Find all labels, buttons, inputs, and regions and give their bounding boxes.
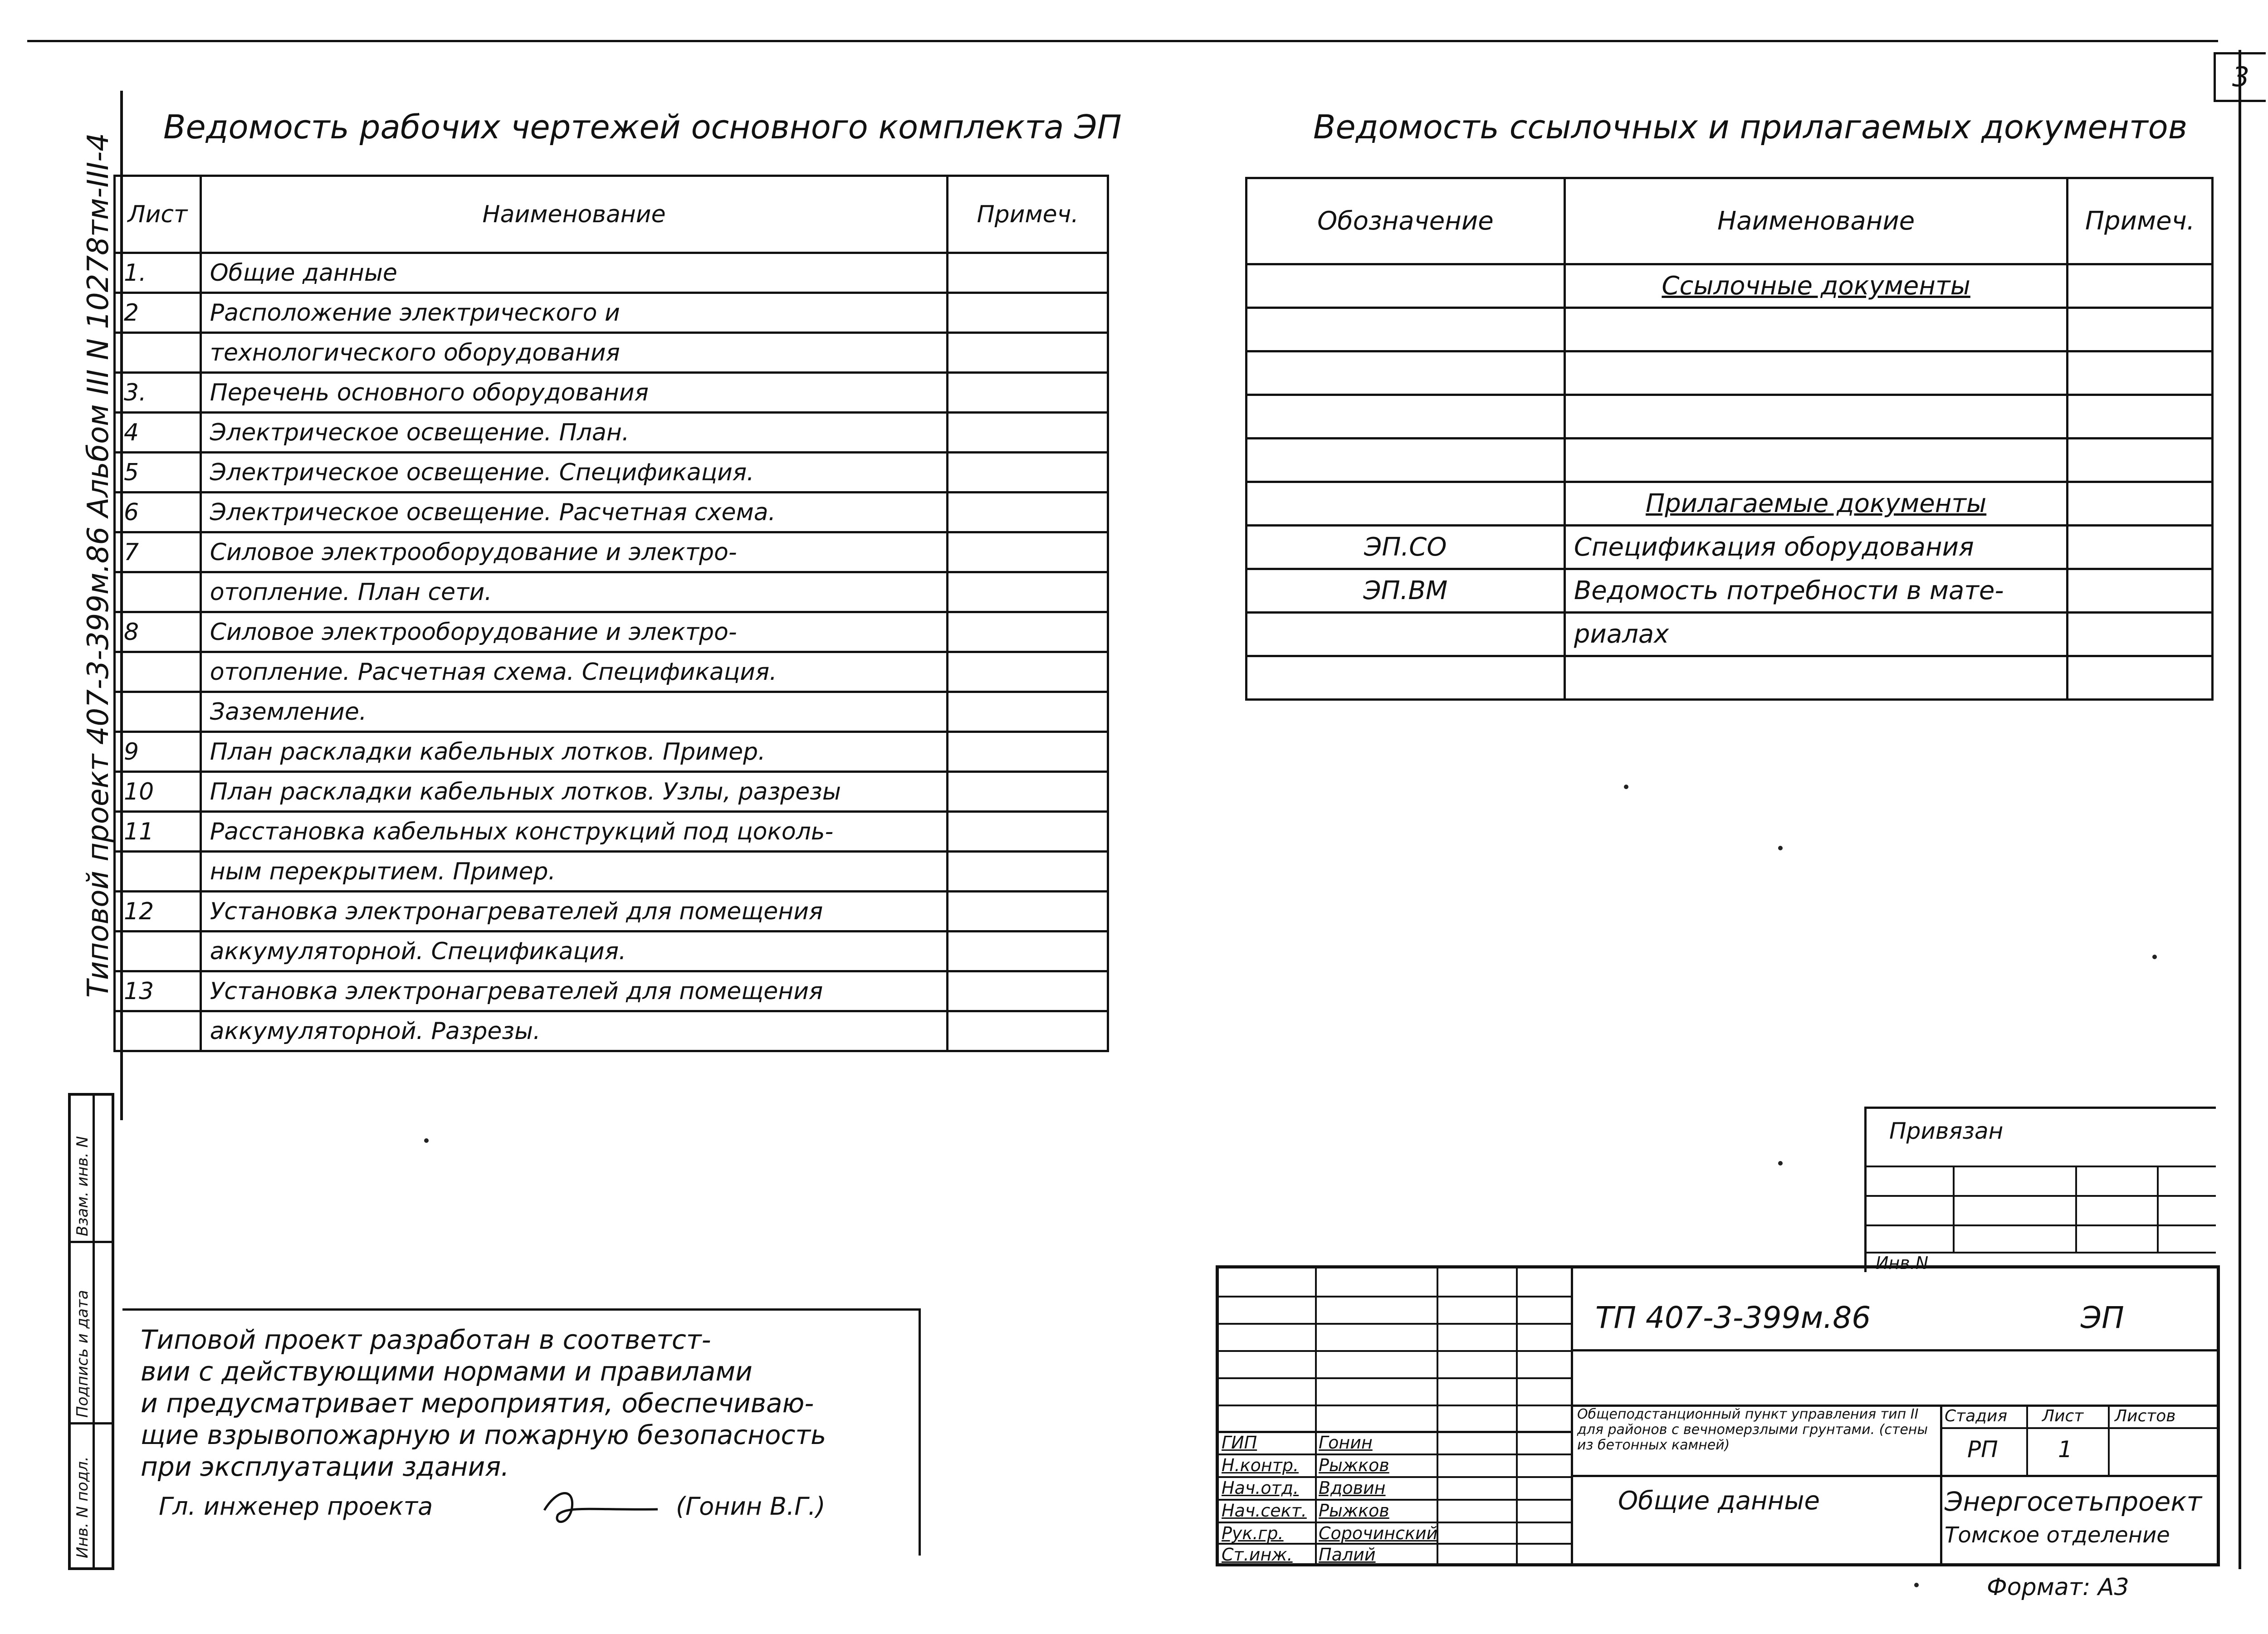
scan-speck [1624,785,1628,789]
cell-name: План раскладки кабельных лотков. Узлы, разрезы [200,772,948,812]
cell-name [1564,439,2068,482]
people-grid-row-2 [1219,1323,1573,1325]
cell-note [948,373,1108,413]
side-stamp-divider-1 [71,1241,112,1243]
people-grid-col-1 [1315,1268,1317,1563]
cell-note [2068,526,2213,569]
header-doc-name: Наименование [1564,178,2068,264]
cell-sheet [115,652,201,692]
header-designation: Обозначение [1246,178,1565,264]
people-grid-col-3 [1516,1268,1518,1563]
side-label: Типовой проект 407-3-399м.86 Альбом III N 10278тм-III-4 [82,133,115,998]
table-row [115,532,1108,572]
stamp-role: ГИП [1222,1433,1257,1453]
cell-name: Силовое электрооборудование и электро- [200,612,948,652]
table-row [115,612,1108,652]
cell-sheet: 7 [115,532,201,572]
left-sheet-title: Ведомость рабочих чертежей основного комплекта ЭП [163,108,1122,146]
cell-note [2068,264,2213,308]
stage-col-1 [2026,1405,2028,1475]
cell-sheet: 1. [115,253,201,293]
org-branch: Томское отделение [1945,1522,2170,1548]
stamp-name: Рыжков [1319,1501,1389,1521]
table-row [115,732,1108,772]
cell-name: Электрическое освещение. Спецификация. [200,453,948,493]
scan-speck [2152,955,2157,959]
note-box [122,1308,921,1556]
cell-sheet: 4 [115,413,201,453]
cell-note [948,892,1108,932]
header-note: Примеч. [948,176,1108,253]
people-grid-row-6 [1219,1431,1573,1433]
cell-sheet: 11 [115,812,201,852]
cell-note [948,293,1108,333]
stamp-name: Вдовин [1319,1478,1386,1498]
top-border [27,40,2218,42]
stamp-role: Ст.инж. [1222,1545,1293,1565]
table-row [115,1011,1108,1051]
cell-name: Расположение электрического и [200,293,948,333]
chief-label: Гл. инженер проекта [159,1492,433,1521]
cell-name [1564,656,2068,700]
stage-label: Стадия [1945,1407,2008,1425]
privyazan-block [1864,1107,2216,1272]
privyazan-grid-line-3 [1867,1224,2216,1226]
cell-note [2068,308,2213,351]
cell-note [948,812,1108,852]
table-row [115,373,1108,413]
stamp-name: Рыжков [1319,1455,1389,1475]
cell-sheet [115,692,201,732]
cell-name [1564,351,2068,395]
cell-name: Электрическое освещение. Расчетная схема. [200,493,948,532]
note-line-5: при эксплуатации здания. [141,1451,509,1482]
table-row [115,932,1108,971]
cell-sheet: 9 [115,732,201,772]
cell-designation [1246,395,1565,439]
cell-designation [1246,351,1565,395]
table-row [115,852,1108,892]
chief-signature [540,1483,667,1533]
cell-designation: ЭП.СО [1246,526,1565,569]
cell-designation: ЭП.ВМ [1246,569,1565,613]
cell-name: План раскладки кабельных лотков. Пример. [200,732,948,772]
sheet-title: Общие данные [1618,1486,1820,1516]
title-block [1216,1265,2220,1566]
privyazan-grid-line-2 [1867,1195,2216,1197]
table-row [115,453,1108,493]
cell-name: ным перекрытием. Пример. [200,852,948,892]
people-grid-row-5 [1219,1405,1573,1406]
cell-sheet [115,1011,201,1051]
table-row [115,772,1108,812]
stamp-role: Нач.сект. [1222,1501,1307,1521]
cell-sheet: 13 [115,971,201,1011]
table-row [115,572,1108,612]
stamp-name: Палий [1319,1545,1376,1565]
side-stamp-cell-inv: Инв. N подл. [73,1456,92,1558]
cell-designation [1246,482,1565,526]
table-row [115,652,1108,692]
cell-note [948,1011,1108,1051]
table-row [1246,613,2213,656]
cell-note [948,493,1108,532]
table-row [1246,656,2213,700]
sheet-value: 1 [2058,1436,2072,1463]
cell-sheet: 12 [115,892,201,932]
right-border [2239,50,2241,1569]
table-row [115,971,1108,1011]
table-row [1246,308,2213,351]
people-grid-col-2 [1437,1268,1438,1563]
side-stamp [68,1093,114,1570]
table-row [115,892,1108,932]
cell-name: технологического оборудования [200,333,948,373]
sheet-label: Лист [2042,1407,2084,1425]
cell-designation [1246,656,1565,700]
title-divider-1 [1573,1349,2217,1351]
table-row [1246,526,2213,569]
privyazan-col-2 [2075,1166,2077,1252]
side-stamp-cell-sign: Подпись и дата [73,1290,92,1418]
cell-note [948,692,1108,732]
table-row [115,692,1108,732]
privyazan-label: Привязан [1889,1118,2004,1144]
cell-note [948,732,1108,772]
cell-note [2068,439,2213,482]
cell-name: отопление. План сети. [200,572,948,612]
stamp-name: Гонин [1319,1433,1373,1453]
cell-name: Перечень основного оборудования [200,373,948,413]
side-stamp-divider-2 [71,1422,112,1424]
cell-sheet: 10 [115,772,201,812]
cell-note [2068,656,2213,700]
cell-sheet: 3. [115,373,201,413]
cell-note [948,612,1108,652]
note-line-3: и предусматривает мероприятия, обеспечиваю- [141,1388,814,1419]
table-row [115,812,1108,852]
cell-name [1564,395,2068,439]
cell-designation [1246,439,1565,482]
cell-note [948,532,1108,572]
stamp-role: Рук.гр. [1222,1523,1284,1543]
page-number: 3 [2232,61,2250,93]
cell-name: Общие данные [200,253,948,293]
scan-speck [1914,1583,1919,1587]
org-name: Энергосетьпроект [1945,1486,2202,1517]
format-label: Формат: А3 [1987,1574,2129,1601]
cell-name: Спецификация оборудования [1564,526,2068,569]
people-grid-row-1 [1219,1296,1573,1297]
right-sheet-table [1245,177,2214,701]
cell-name [1564,308,2068,351]
cell-sheet: 6 [115,493,201,532]
stage-row-line [1940,1427,2217,1429]
scan-speck [424,1138,429,1143]
people-grid-row-3 [1219,1350,1573,1352]
header-name: Наименование [200,176,948,253]
cell-note [948,413,1108,453]
table-row [115,493,1108,532]
cell-name: Установка электронагревателей для помещения [200,971,948,1011]
stage-col-2 [2108,1405,2110,1475]
cell-note [948,652,1108,692]
cell-name: отопление. Расчетная схема. Спецификация. [200,652,948,692]
note-line-4: щие взрывопожарную и пожарную безопасность [141,1419,826,1450]
right-sheet-title: Ведомость ссылочных и прилагаемых документов [1313,108,2188,146]
cell-designation [1246,264,1565,308]
cell-note [2068,482,2213,526]
chief-name: (Гонин В.Г.) [676,1492,826,1521]
page-number-box [2214,52,2266,102]
header-sheet: Лист [115,176,201,253]
table-row [1246,264,2213,308]
cell-name: Ведомость потребности в мате- [1564,569,2068,613]
cell-note [948,772,1108,812]
cell-name: Расстановка кабельных конструкций под цоколь- [200,812,948,852]
table-row [115,253,1108,293]
stage-value: РП [1967,1436,1998,1463]
scan-speck [1778,1161,1783,1166]
cell-note [948,971,1108,1011]
cell-name: аккумуляторной. Разрезы. [200,1011,948,1051]
people-grid-col-4 [1571,1268,1573,1563]
side-stamp-cell-replace: Взам. инв. N [73,1136,92,1236]
cell-sheet [115,333,201,373]
title-mark: ЭП [2081,1300,2124,1335]
cell-sheet [115,932,201,971]
privyazan-grid-line-1 [1867,1166,2216,1167]
privyazan-col-3 [2157,1166,2159,1252]
note-line-1: Типовой проект разработан в соответст- [141,1324,711,1355]
cell-name: Заземление. [200,692,948,732]
people-grid-row-4 [1219,1377,1573,1379]
scan-speck [1778,846,1783,850]
privyazan-col-1 [1953,1166,1955,1252]
cell-name: Установка электронагревателей для помещения [200,892,948,932]
cell-name: Прилагаемые документы [1564,482,2068,526]
table-row [115,293,1108,333]
cell-note [948,333,1108,373]
stamp-role: Н.контр. [1222,1455,1299,1475]
cell-note [948,572,1108,612]
left-sheet-table [113,175,1109,1052]
cell-name: аккумуляторной. Спецификация. [200,932,948,971]
title-divider-3 [1573,1475,2217,1477]
object-desc: Общеподстанционный пункт управления тип II для районов с вечномерзлыми грунтами. (стены из бетонных камней) [1577,1406,1928,1453]
cell-name: Ссылочные документы [1564,264,2068,308]
cell-note [2068,351,2213,395]
stamp-name: Сорочинский [1319,1523,1438,1543]
cell-note [2068,613,2213,656]
note-line-2: вии с действующими нормами и правилами [141,1356,753,1387]
cell-note [2068,569,2213,613]
cell-note [948,253,1108,293]
cell-note [948,852,1108,892]
cell-designation [1246,613,1565,656]
table-row [1246,439,2213,482]
cell-note [2068,395,2213,439]
sheets-label: Листов [2115,1407,2176,1425]
side-stamp-inner-line [93,1096,95,1567]
table-row [1246,351,2213,395]
people-grid [1219,1268,1573,1563]
cell-name: Электрическое освещение. План. [200,413,948,453]
table-row [115,333,1108,373]
cell-sheet: 5 [115,453,201,493]
table-row [1246,395,2213,439]
title-code: ТП 407-3-399м.86 [1595,1300,1871,1335]
stamp-role: Нач.отд. [1222,1478,1299,1498]
cell-name: риалах [1564,613,2068,656]
cell-note [948,453,1108,493]
table-row [1246,482,2213,526]
table-row [115,413,1108,453]
cell-sheet: 2 [115,293,201,333]
table-row [1246,569,2213,613]
cell-name: Силовое электрооборудование и электро- [200,532,948,572]
cell-note [948,932,1108,971]
cell-sheet [115,852,201,892]
privyazan-inv-label: Инв.N [1876,1253,1929,1273]
cell-sheet: 8 [115,612,201,652]
header-doc-note: Примеч. [2068,178,2213,264]
cell-designation [1246,308,1565,351]
chief-signature-stroke [544,1493,658,1522]
cell-sheet [115,572,201,612]
